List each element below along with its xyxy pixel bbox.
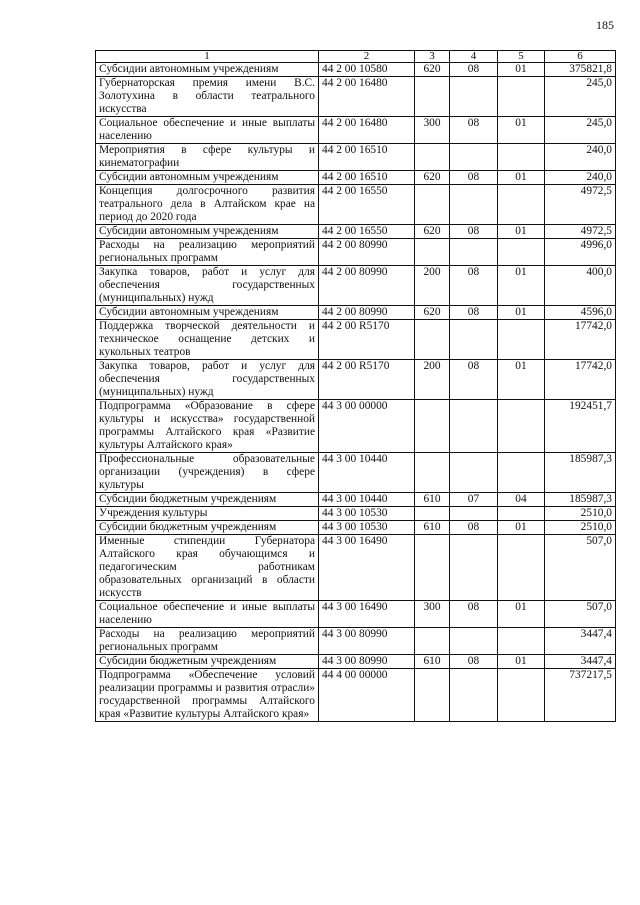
table-row: [96, 63, 616, 77]
subsection-cell: [498, 535, 545, 601]
expense-type-cell: 620: [415, 225, 450, 239]
amount-cell: 185987,3: [545, 493, 616, 507]
expense-type-cell: 610: [415, 655, 450, 669]
page-number: 185: [596, 18, 614, 32]
column-header: 4: [450, 51, 498, 63]
subsection-cell: [498, 185, 545, 225]
target-code-cell: 44 2 00 16480: [319, 117, 415, 144]
amount-cell: 400,0: [545, 266, 616, 306]
amount-cell: 192451,7: [545, 400, 616, 453]
target-code-cell: 44 2 00 16550: [319, 185, 415, 225]
expense-type-cell: 620: [415, 63, 450, 77]
item-name-cell: Закупка товаров, работ и услуг для обеспечения государственных (муниципальных) нужд: [96, 360, 319, 400]
subsection-cell: [498, 144, 545, 171]
item-name-cell: Учреждения культуры: [96, 507, 319, 521]
target-code-cell: 44 2 00 80990: [319, 306, 415, 320]
item-name-cell: Профессиональные образовательные организации (учреждения) в сфере культуры: [96, 453, 319, 493]
table-row: [96, 306, 616, 320]
item-name-cell: Социальное обеспечение и иные выплаты населению: [96, 601, 319, 628]
section-cell: [450, 453, 498, 493]
item-name-cell: Концепция долгосрочного развития театрального дела в Алтайском крае на период до 2020 года: [96, 185, 319, 225]
expense-type-cell: [415, 453, 450, 493]
table-row: [96, 239, 616, 266]
amount-cell: 507,0: [545, 601, 616, 628]
expense-type-cell: [415, 628, 450, 655]
expense-type-cell: [415, 77, 450, 117]
item-name-cell: Субсидии автономным учреждениям: [96, 225, 319, 239]
table-row: [96, 669, 616, 722]
amount-cell: 3447,4: [545, 655, 616, 669]
subsection-cell: 04: [498, 493, 545, 507]
item-name-cell: Социальное обеспечение и иные выплаты населению: [96, 117, 319, 144]
subsection-cell: 01: [498, 266, 545, 306]
target-code-cell: 44 3 00 16490: [319, 535, 415, 601]
section-cell: [450, 400, 498, 453]
section-cell: [450, 185, 498, 225]
section-cell: 08: [450, 63, 498, 77]
target-code-cell: 44 3 00 80990: [319, 628, 415, 655]
table-row: [96, 144, 616, 171]
subsection-cell: 01: [498, 306, 545, 320]
column-header: 5: [498, 51, 545, 63]
expense-type-cell: [415, 239, 450, 266]
expense-type-cell: [415, 185, 450, 225]
expense-type-cell: 620: [415, 306, 450, 320]
expense-type-cell: [415, 400, 450, 453]
table-row: [96, 601, 616, 628]
target-code-cell: 44 3 00 80990: [319, 655, 415, 669]
column-header: 6: [545, 51, 616, 63]
expense-type-cell: 610: [415, 521, 450, 535]
table-row: [96, 655, 616, 669]
item-name-cell: Расходы на реализацию мероприятий региональных программ: [96, 239, 319, 266]
amount-cell: 240,0: [545, 171, 616, 185]
amount-cell: 17742,0: [545, 320, 616, 360]
table-row: [96, 360, 616, 400]
table-row: [96, 400, 616, 453]
section-cell: 08: [450, 360, 498, 400]
target-code-cell: 44 2 00 16480: [319, 77, 415, 117]
expense-type-cell: [415, 144, 450, 171]
table-row: [96, 628, 616, 655]
target-code-cell: 44 2 00 R5170: [319, 360, 415, 400]
section-cell: [450, 628, 498, 655]
amount-cell: 2510,0: [545, 521, 616, 535]
table-row: [96, 320, 616, 360]
amount-cell: 3447,4: [545, 628, 616, 655]
amount-cell: 737217,5: [545, 669, 616, 722]
table-row: [96, 266, 616, 306]
subsection-cell: 01: [498, 601, 545, 628]
subsection-cell: [498, 239, 545, 266]
target-code-cell: 44 3 00 10530: [319, 507, 415, 521]
amount-cell: 4596,0: [545, 306, 616, 320]
expense-type-cell: 620: [415, 171, 450, 185]
expense-type-cell: 610: [415, 493, 450, 507]
section-cell: 08: [450, 521, 498, 535]
expense-type-cell: [415, 320, 450, 360]
item-name-cell: Субсидии бюджетным учреждениям: [96, 493, 319, 507]
target-code-cell: 44 2 00 16510: [319, 171, 415, 185]
target-code-cell: 44 3 00 00000: [319, 400, 415, 453]
amount-cell: 2510,0: [545, 507, 616, 521]
section-cell: 08: [450, 225, 498, 239]
subsection-cell: [498, 669, 545, 722]
section-cell: [450, 535, 498, 601]
subsection-cell: [498, 320, 545, 360]
expense-type-cell: 200: [415, 266, 450, 306]
expense-type-cell: [415, 535, 450, 601]
target-code-cell: 44 3 00 10440: [319, 493, 415, 507]
table-row: [96, 521, 616, 535]
column-header: 1: [96, 51, 319, 63]
item-name-cell: Закупка товаров, работ и услуг для обеспечения государственных (муниципальных) нужд: [96, 266, 319, 306]
section-cell: 08: [450, 171, 498, 185]
table-row: [96, 117, 616, 144]
item-name-cell: Именные стипендии Губернатора Алтайского края обучающимся и педагогическим работникам образовательных организаций в области искусств: [96, 535, 319, 601]
amount-cell: 17742,0: [545, 360, 616, 400]
expense-type-cell: 300: [415, 601, 450, 628]
section-cell: [450, 239, 498, 266]
amount-cell: 375821,8: [545, 63, 616, 77]
section-cell: [450, 669, 498, 722]
subsection-cell: 01: [498, 521, 545, 535]
amount-cell: 185987,3: [545, 453, 616, 493]
section-cell: 08: [450, 266, 498, 306]
section-cell: 07: [450, 493, 498, 507]
section-cell: [450, 320, 498, 360]
section-cell: [450, 507, 498, 521]
table-row: [96, 535, 616, 601]
subsection-cell: [498, 400, 545, 453]
table-row: [96, 185, 616, 225]
item-name-cell: Мероприятия в сфере культуры и кинематографии: [96, 144, 319, 171]
item-name-cell: Субсидии бюджетным учреждениям: [96, 655, 319, 669]
amount-cell: 4996,0: [545, 239, 616, 266]
table-row: [96, 77, 616, 117]
amount-cell: 245,0: [545, 117, 616, 144]
subsection-cell: 01: [498, 360, 545, 400]
target-code-cell: 44 3 00 10440: [319, 453, 415, 493]
section-cell: [450, 144, 498, 171]
item-name-cell: Субсидии автономным учреждениям: [96, 63, 319, 77]
subsection-cell: [498, 507, 545, 521]
item-name-cell: Подпрограмма «Обеспечение условий реализации программы и развития отрасли» государственной программы Алтайского края «Развитие культуры Алтайского края»: [96, 669, 319, 722]
subsection-cell: [498, 77, 545, 117]
section-cell: 08: [450, 601, 498, 628]
table-row: [96, 453, 616, 493]
amount-cell: 240,0: [545, 144, 616, 171]
subsection-cell: 01: [498, 117, 545, 144]
table-row: [96, 493, 616, 507]
target-code-cell: 44 2 00 16550: [319, 225, 415, 239]
item-name-cell: Субсидии бюджетным учреждениям: [96, 521, 319, 535]
subsection-cell: 01: [498, 655, 545, 669]
amount-cell: 507,0: [545, 535, 616, 601]
target-code-cell: 44 2 00 10580: [319, 63, 415, 77]
expense-type-cell: 300: [415, 117, 450, 144]
amount-cell: 245,0: [545, 77, 616, 117]
item-name-cell: Губернаторская премия имени В.С. Золотухина в области театрального искусства: [96, 77, 319, 117]
amount-cell: 4972,5: [545, 185, 616, 225]
table-row: [96, 225, 616, 239]
item-name-cell: Поддержка творческой деятельности и техническое оснащение детских и кукольных театров: [96, 320, 319, 360]
table-row: [96, 171, 616, 185]
subsection-cell: 01: [498, 63, 545, 77]
target-code-cell: 44 4 00 00000: [319, 669, 415, 722]
column-header: 2: [319, 51, 415, 63]
target-code-cell: 44 2 00 80990: [319, 266, 415, 306]
target-code-cell: 44 2 00 16510: [319, 144, 415, 171]
column-header: 3: [415, 51, 450, 63]
amount-cell: 4972,5: [545, 225, 616, 239]
budget-table: [95, 50, 616, 722]
subsection-cell: [498, 628, 545, 655]
table-header-row: [96, 51, 616, 63]
section-cell: 08: [450, 117, 498, 144]
target-code-cell: 44 3 00 16490: [319, 601, 415, 628]
item-name-cell: Расходы на реализацию мероприятий региональных программ: [96, 628, 319, 655]
table-row: [96, 507, 616, 521]
subsection-cell: 01: [498, 225, 545, 239]
target-code-cell: 44 2 00 80990: [319, 239, 415, 266]
item-name-cell: Подпрограмма «Образование в сфере культуры и искусства» государственной программы Алтайского края «Развитие культуры Алтайского края»: [96, 400, 319, 453]
section-cell: 08: [450, 306, 498, 320]
section-cell: [450, 77, 498, 117]
target-code-cell: 44 2 00 R5170: [319, 320, 415, 360]
expense-type-cell: 200: [415, 360, 450, 400]
item-name-cell: Субсидии автономным учреждениям: [96, 171, 319, 185]
target-code-cell: 44 3 00 10530: [319, 521, 415, 535]
subsection-cell: [498, 453, 545, 493]
subsection-cell: 01: [498, 171, 545, 185]
item-name-cell: Субсидии автономным учреждениям: [96, 306, 319, 320]
expense-type-cell: [415, 669, 450, 722]
section-cell: 08: [450, 655, 498, 669]
expense-type-cell: [415, 507, 450, 521]
